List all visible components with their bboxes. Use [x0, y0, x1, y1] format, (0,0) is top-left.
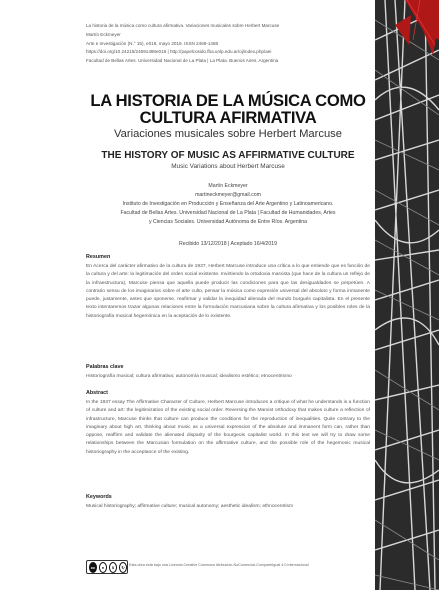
abstract-art-image — [375, 0, 439, 590]
keywords-text: Musical historiography; affirmative culture; musical autonomy; aesthetic idealism; ethnocentrism — [86, 504, 294, 509]
by-icon: ● — [99, 562, 107, 573]
nc-icon: $ — [109, 562, 117, 573]
license-text[interactable]: Esta obra está bajo una Licencia Creative Commons Atribución-NoComercial-CompartirIgual 4.0 Internacional — [129, 563, 309, 567]
author-email[interactable]: martineckmeyer@gmail.com — [195, 192, 261, 198]
license-footer — [86, 560, 370, 574]
decorative-artwork — [375, 0, 439, 590]
author-affiliation: y Ciencias Sociales. Universidad Autónoma de Entre Ríos. Argentina — [148, 219, 307, 225]
resumen-text: En Acerca del carácter afirmativo de la cultura de 1937, Herbert Marcuse introduce una crítica a lo que entiende que es función de la cultura y del arte: la legitimación del orden social existente. Invirtiendo la ortodoxia marxista (que hace de la cultura un reflejo de la infraestructura), Marcuse piensa que aquella puede producir las condiciones para que las desigualdades se perpetúen. A contrario sensu de los imaginarios sobre el arte culto, pensar la música como expresión universal del absoluto y forma inmanente puede, justamente, antes que oponerse, reafirmar y validar la inequidad alienada del mundo burgués capitalista. En el presente texto intentaremos trazar algunas relaciones entre la formulación marcusiana sobre la cultura afirmativa y los posibles roles de la historiografía musical hegemónica en la aceptación de lo existente. — [86, 264, 370, 319]
cc-icon: cc — [89, 562, 97, 573]
submission-dates: Recibido 13/12/2018 | Aceptado 16/4/2019 — [179, 241, 277, 247]
header-line: Arte e Investigación (N.° 15), e018, mayo 2019. ISSN 2469-1488 — [86, 40, 219, 46]
abstract-section — [86, 390, 370, 457]
title-english: THE HISTORY OF MUSIC AS AFFIRMATIVE CULTURE — [101, 150, 355, 161]
journal-header — [86, 22, 370, 66]
creative-commons-badge-icon[interactable] — [86, 560, 128, 574]
author-affiliation: Facultad de Bellas Artes. Universidad Nacional de La Plata | Facultad de Humanidades, Artes — [120, 210, 336, 216]
subtitle-spanish: Variaciones musicales sobre Herbert Marcuse — [114, 128, 342, 140]
resumen-section — [86, 254, 370, 321]
palabras-clave-heading: Palabras clave — [86, 364, 124, 370]
author-name: Martín Eckmeyer — [208, 183, 248, 189]
keywords-section — [86, 494, 370, 511]
subtitle-english: Music Variations about Herbert Marcuse — [171, 163, 285, 170]
keywords-heading: Keywords — [86, 494, 112, 500]
author-affiliation: Instituto de Investigación en Producción y Enseñanza del Arte Argentino y Latinoamericano. — [122, 201, 334, 207]
header-line: La historia de la música como cultura afirmativa. Variaciones musicales sobre Herbert Marcuse — [86, 23, 280, 28]
header-line: Martín Eckmeyer — [86, 31, 121, 37]
palabras-clave-text: Historiografía musical; cultura afirmativa; autonomía musical; idealismo estético; etnocentrismo — [86, 374, 292, 379]
title-spanish: LA HISTORIA DE LA MÚSICA COMO CULTURA AFIRMATIVA — [90, 91, 366, 127]
palabras-clave-section — [86, 364, 370, 381]
resumen-heading: Resumen — [86, 254, 111, 260]
header-line: Facultad de Bellas Artes. Universidad Nacional de La Plata | La Plata. Buenos Aires. Argentina — [86, 58, 279, 64]
doi-link[interactable]: https://doi.org/10.24215/24691488e018 | http://papelcosido.fba.unlp.edu.ar/oj/index.php/aei — [86, 49, 272, 55]
sa-icon: ↻ — [119, 562, 127, 573]
abstract-heading: Abstract — [86, 390, 108, 396]
abstract-text: In the 1937 essay The Affirmative Character of Culture, Herbert Marcuse introduces a critique of what he understands is a function of culture and art: the legitimization of the existing social order. Reversing the Marxist orthodoxy that makes culture a reflection of infrastructure, Marcuse thinks that culture can produce the conditions for the reproduction of inequalities. Quite contrary to the imaginary about high art, thinking about music as a universal expression of the absolute and immanent form can, rather than oppose, reaffirm and validate the alienated disparity of the bourgeois capitalist world. In this text we will try to draw some relationships between the Marcusian formulation on the affirmative culture, and the possible role of the hegemonic musical historiography in the acceptance of the existing. — [86, 400, 370, 455]
